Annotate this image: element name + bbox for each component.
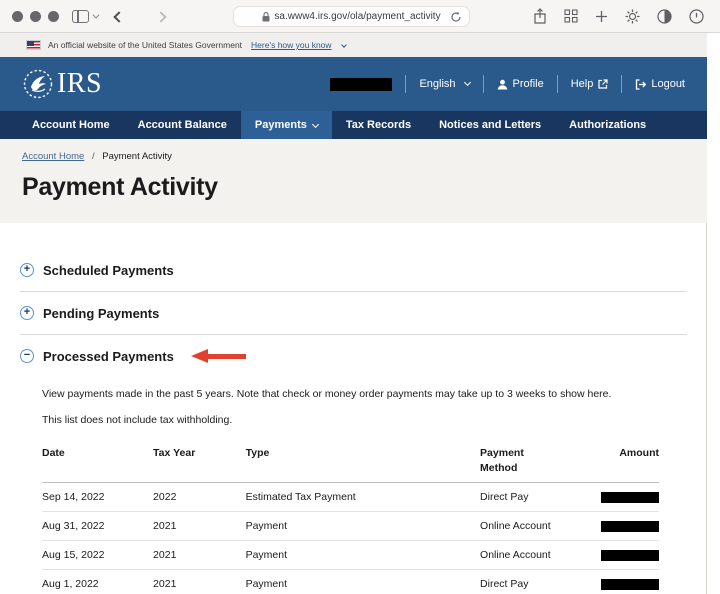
chevron-down-icon (341, 42, 347, 48)
sidebar-toggle-button[interactable] (72, 10, 99, 23)
external-link-icon (598, 79, 608, 89)
chevron-down-icon (463, 79, 470, 86)
cell-amount (594, 512, 659, 541)
cell-amount (594, 483, 659, 512)
irs-logo[interactable] (22, 68, 102, 100)
gov-banner (0, 33, 707, 57)
profile-button[interactable] (497, 78, 544, 90)
expand-plus-icon: + (20, 306, 34, 320)
page-header (0, 139, 707, 223)
column-header-type: Type (246, 442, 480, 483)
table-row (42, 512, 659, 541)
arrow-head-icon (191, 349, 208, 363)
cell-date: Aug 15, 2022 (42, 541, 153, 570)
logout-button[interactable] (635, 78, 685, 90)
nav-item-payments[interactable] (241, 111, 332, 139)
tab-overview-icon[interactable] (564, 9, 578, 23)
withholding-note: This list does not include tax withholding. (42, 414, 233, 426)
breadcrumb-current: Payment Activity (102, 151, 172, 162)
minimize-button[interactable] (30, 11, 41, 22)
accordion-group (20, 249, 687, 594)
irs-wordmark: IRS (57, 68, 103, 99)
divider (405, 75, 406, 93)
logout-label: Logout (651, 78, 685, 90)
table-row (42, 483, 659, 512)
column-header-date: Date (42, 442, 153, 483)
cell-payment-method: Online Account (480, 541, 594, 570)
reload-icon[interactable] (450, 11, 462, 23)
person-icon (497, 79, 508, 90)
chevron-down-icon (312, 120, 319, 127)
cell-payment-method: Direct Pay (480, 483, 594, 512)
accordion-label: Processed Payments (43, 348, 174, 364)
payment-method-header-text: Payment Method (480, 447, 524, 474)
column-header-amount: Amount (594, 442, 659, 483)
cell-date: Aug 1, 2022 (42, 578, 99, 590)
nav-item-tax-records[interactable]: Tax Records (345, 119, 412, 131)
column-header-tax-year: Tax Year (153, 442, 246, 483)
irs-eagle-icon (22, 68, 54, 100)
redacted-username (330, 78, 392, 91)
redacted-amount (601, 492, 659, 503)
forward-button[interactable] (139, 8, 165, 25)
main-content (0, 223, 707, 594)
nav-item-account-home[interactable]: Account Home (32, 119, 110, 131)
nav-item-authorizations[interactable]: Authorizations (569, 119, 647, 131)
back-chevron-icon (113, 11, 124, 22)
nav-item-account-balance[interactable]: Account Balance (137, 119, 227, 131)
table-row (42, 570, 659, 594)
contrast-icon[interactable] (657, 9, 672, 24)
lock-icon (262, 12, 270, 22)
cell-payment-method: Online Account (480, 512, 594, 541)
logout-icon (635, 79, 646, 90)
nav-item-notices-and-letters[interactable]: Notices and Letters (439, 119, 542, 131)
cell-type: Estimated Tax Payment (246, 483, 480, 512)
how-you-know-link[interactable]: Here's how you know (251, 40, 332, 50)
cell-tax-year: 2021 (153, 541, 246, 570)
cell-type: Payment (246, 541, 480, 570)
cell-amount (594, 570, 659, 594)
us-flag-icon (26, 40, 41, 50)
info-icon[interactable] (689, 9, 704, 24)
processed-description: View payments made in the past 5 years. Note that check or money order payments may take up to 3 weeks to show here. (42, 388, 612, 400)
cell-tax-year: 2022 (153, 483, 246, 512)
sidebar-icon (72, 10, 89, 23)
page-title: Payment Activity (22, 173, 218, 201)
new-tab-icon[interactable] (595, 10, 608, 23)
payments-table (42, 442, 659, 594)
arrow-shaft (208, 354, 246, 359)
help-label: Help (570, 78, 594, 90)
table-header-row (42, 442, 659, 483)
traffic-light-buttons (12, 11, 59, 22)
divider (557, 75, 558, 93)
breadcrumb-account-home-link[interactable]: Account Home (22, 151, 85, 162)
site-header (0, 57, 707, 111)
processed-payments-panel (42, 387, 659, 594)
divider (621, 75, 622, 93)
back-button[interactable] (115, 8, 123, 25)
forward-chevron-icon (155, 11, 166, 22)
cell-tax-year: 2021 (153, 512, 246, 541)
gear-icon[interactable] (625, 9, 640, 24)
cell-tax-year: 2021 (153, 578, 177, 590)
cell-date: Sep 14, 2022 (42, 483, 153, 512)
expand-plus-icon: + (20, 263, 34, 277)
accordion-label: Pending Payments (43, 305, 160, 321)
cell-amount (594, 541, 659, 570)
primary-nav (0, 111, 707, 139)
url-text: sa.www4.irs.gov/ola/payment_activity (274, 11, 441, 22)
chevron-down-icon (93, 11, 100, 18)
accordion-label: Scheduled Payments (43, 262, 174, 278)
column-header-payment-method (480, 442, 594, 483)
collapse-minus-icon: − (20, 349, 34, 363)
accordion-scheduled-payments[interactable] (20, 249, 687, 291)
language-label: English (419, 78, 456, 90)
address-bar[interactable] (233, 6, 470, 27)
cell-payment-method: Direct Pay (480, 578, 529, 590)
redacted-amount (601, 521, 659, 532)
breadcrumb (22, 151, 707, 162)
nav-item-payments-label: Payments (254, 119, 307, 131)
cell-type: Payment (245, 578, 288, 590)
cell-date: Aug 31, 2022 (42, 512, 153, 541)
redacted-amount (601, 579, 659, 590)
help-link[interactable] (571, 78, 609, 90)
zoom-button[interactable] (48, 11, 59, 22)
breadcrumb-separator: / (91, 151, 95, 162)
toolbar-actions (533, 8, 710, 24)
share-icon[interactable] (533, 8, 547, 24)
accordion-processed-payments[interactable] (20, 335, 687, 377)
cell-type: Payment (246, 512, 480, 541)
close-button[interactable] (12, 11, 23, 22)
annotation-arrow (191, 349, 246, 363)
redacted-amount (601, 550, 659, 561)
gov-banner-text: An official website of the United States Government (48, 40, 243, 50)
table-row (42, 541, 659, 570)
browser-toolbar (0, 0, 720, 33)
header-utility-nav (330, 75, 685, 93)
accordion-pending-payments[interactable] (20, 292, 687, 334)
language-selector[interactable] (419, 78, 469, 90)
profile-label: Profile (512, 78, 544, 90)
divider (483, 75, 484, 93)
